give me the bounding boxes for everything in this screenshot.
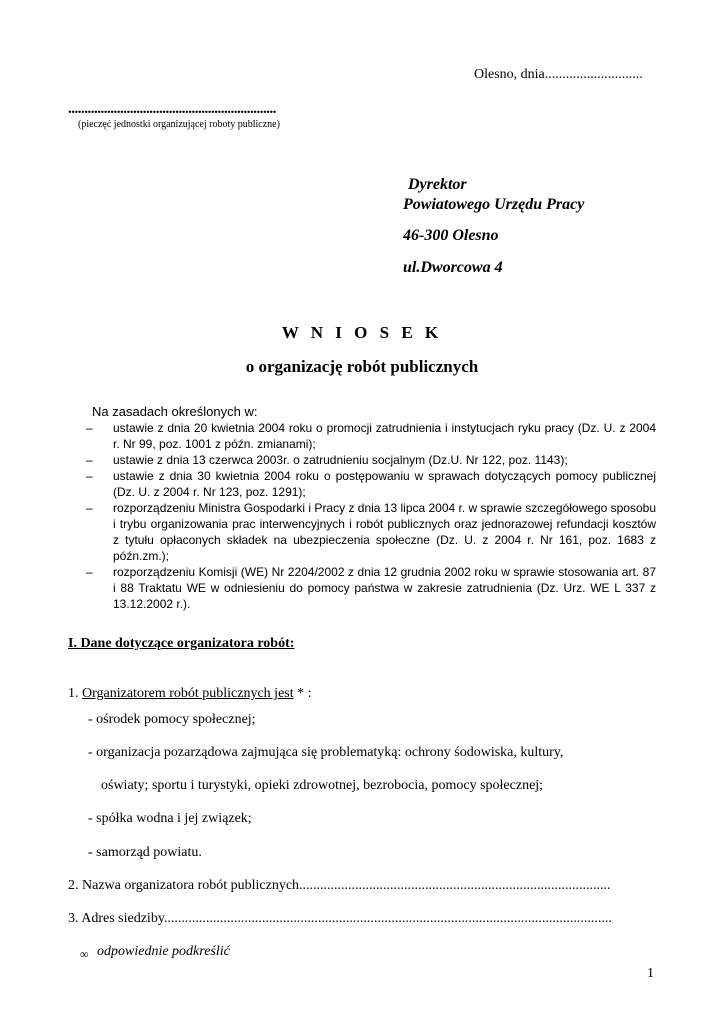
legal-basis-item bbox=[86, 468, 656, 500]
question-number: 1. bbox=[68, 686, 79, 701]
option-ngo-continued[interactable]: oświaty; sportu i turystyki, opieki zdrowotnej, bezrobocia, pomocy społecznej; bbox=[101, 778, 544, 793]
legal-basis-text: ustawie z dnia 20 kwietnia 2004 roku o promocji zatrudnienia i instytucjach ryku pracy (Dz. U. z 2004 r. Nr 99, poz. 1001 z późn. zmianami); bbox=[113, 421, 656, 451]
option-social-welfare[interactable]: - ośrodek pomocy społecznej; bbox=[88, 712, 256, 727]
place-date: Olesno, dnia............................ bbox=[474, 67, 643, 82]
footnote-text: odpowiednie podkreślić bbox=[97, 944, 230, 959]
document-subtitle: o organizację robót publicznych bbox=[245, 357, 479, 376]
dash-bullet: – bbox=[86, 421, 93, 435]
legal-basis-text: rozporządzeniu Komisji (WE) Nr 2204/2002 z dnia 12 grudnia 2002 roku w sprawie stosowania art. 87 i 88 Traktatu WE w odniesieniu do pomocy państwa w zakresie zatrudnienia (Dz. Urz. WE L 337 z 13.12.2002 r.). bbox=[113, 565, 656, 611]
option-ngo[interactable]: - organizacja pozarządowa zajmująca się problematyką: ochrony śodowiska, kultury, bbox=[88, 745, 564, 760]
addressee-postcode: 46-300 Olesno bbox=[403, 227, 499, 244]
legal-basis-text: rozporządzeniu Ministra Gospodarki i Pracy z dnia 13 lipca 2004 r. w sprawie szczegółowego sposobu i trybu organizowania prac interwencyjnych i robót publicznych oraz jednorazowej refundacji kosztów z tytułu opłaconych składek na ubezpieczenia społeczne (Dz. U. z 2004 r. Nr 161, poz. 1683 z późn.zm.); bbox=[113, 501, 656, 563]
addressee-street: ul.Dworcowa 4 bbox=[403, 259, 503, 276]
legal-basis-text: ustawie z dnia 30 kwietnia 2004 roku o postępowaniu w sprawach dotyczących pomocy publicznej (Dz. U. z 2004 r. Nr 123, poz. 1291); bbox=[113, 469, 656, 499]
legal-basis-list bbox=[86, 420, 656, 612]
legal-basis-item bbox=[86, 452, 656, 468]
footnote-symbol: ∞ bbox=[80, 947, 89, 961]
stamp-dotted-line: ................................................................ bbox=[68, 101, 276, 117]
addressee-title: Dyrektor bbox=[408, 176, 467, 193]
headquarters-address-field[interactable]: 3. Adres siedziby................................................................................................................................ bbox=[68, 911, 612, 926]
section-heading: I. Dane dotyczące organizatora robót: bbox=[68, 636, 295, 651]
page-number: 1 bbox=[647, 966, 654, 981]
stamp-caption: (pieczęć jednostki organizującej roboty publiczne) bbox=[78, 119, 280, 130]
dash-bullet: – bbox=[86, 453, 93, 467]
option-water-company[interactable]: - spółka wodna i jej związek; bbox=[88, 811, 252, 826]
legal-basis-item bbox=[86, 420, 656, 452]
addressee-office: Powiatowego Urzędu Pracy bbox=[403, 196, 585, 213]
legal-basis-item bbox=[86, 500, 656, 564]
document-title: W N I O S E K bbox=[281, 323, 443, 342]
dash-bullet: – bbox=[86, 565, 93, 579]
legal-basis-item bbox=[86, 564, 656, 612]
organizer-name-field[interactable]: 2. Nazwa organizatora robót publicznych......................................................................................... bbox=[68, 878, 611, 893]
legal-basis-intro: Na zasadach określonych w: bbox=[92, 404, 258, 419]
dash-bullet: – bbox=[86, 501, 93, 515]
legal-basis-text: ustawie z dnia 13 czerwca 2003r. o zatrudnieniu socjalnym (Dz.U. Nr 122, poz. 1143); bbox=[113, 453, 568, 467]
question-suffix: * : bbox=[293, 686, 312, 701]
dash-bullet: – bbox=[86, 469, 93, 483]
option-county-government[interactable]: - samorząd powiatu. bbox=[88, 845, 202, 860]
question-organizer-type bbox=[68, 686, 312, 702]
question-label: Organizatorem robót publicznych jest bbox=[82, 686, 294, 701]
